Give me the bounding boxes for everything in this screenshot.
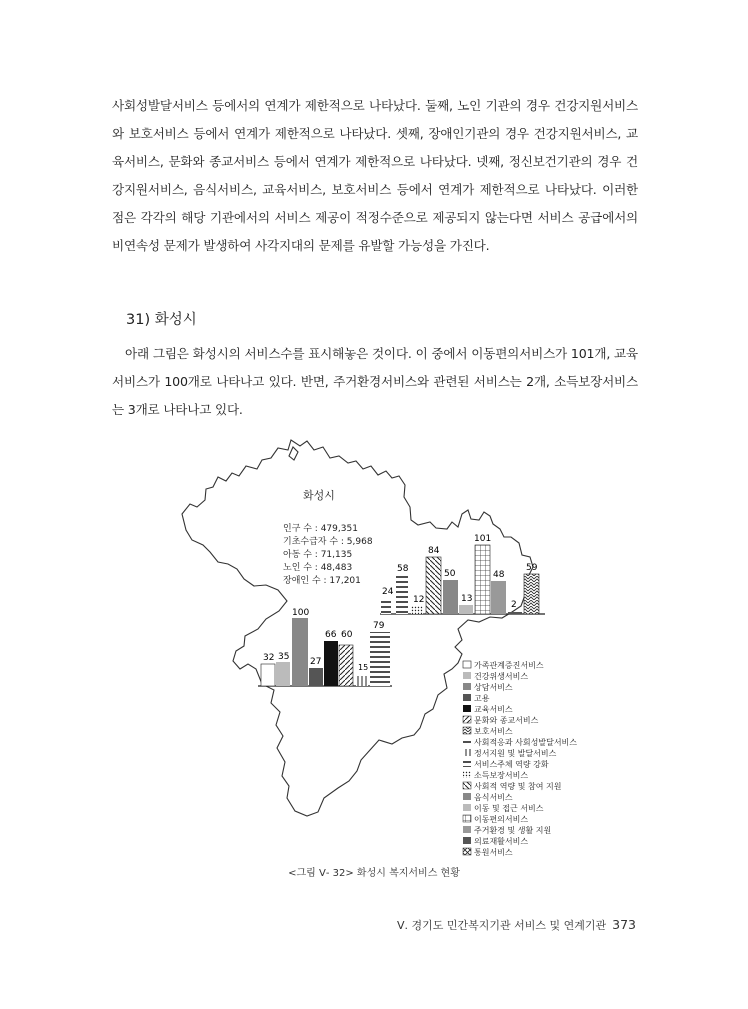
bar-lower-label-0: 32 — [263, 653, 275, 663]
bar-upper-label-5: 13 — [461, 594, 473, 604]
page-footer — [397, 917, 636, 933]
legend-item-15: 주거환경 및 생활 지원 — [474, 826, 552, 835]
bar-upper-7 — [491, 581, 506, 614]
bar-lower-label-5: 60 — [341, 630, 353, 640]
legend-item-4: 교육서비스 — [474, 705, 513, 714]
bar-upper-label-0: 24 — [382, 587, 394, 597]
bar-upper-1 — [396, 575, 408, 614]
legend-item-7: 사회적응과 사회성발달서비스 — [474, 738, 578, 747]
legend-item-12: 음식서비스 — [474, 793, 513, 802]
body-paragraph-1: 사회성발달서비스 등에서의 연계가 제한적으로 나타났다. 둘째, 노인 기관의 경우 건강지원서비스와 보호서비스 등에서 연계가 제한적으로 나타났다. 셋째, 장애인기관의 경우 건강지원서비스, 교육서비스, 문화와 종교서비스 등에서 연계가 제한적으로 나타났다. 넷째, 정신보건기관의 경우 건강지원서비스, 음식서비스, 교육서비스, 보호서비스 등에서 연계가 제한적으로 나타났다. 이러한 점은 각각의 해당 기관에서의 서비스 제공이 적정수준으로 제공되지 않는다면 서비스 공급에서의 비연속성 문제가 발생하여 사각지대의 문제를 유발할 가능성을 가진다. — [112, 98, 638, 253]
bar-upper-label-6: 101 — [474, 534, 492, 544]
bar-lower-0 — [261, 664, 275, 686]
legend-item-17: 통원서비스 — [474, 848, 513, 857]
bar-upper-label-7: 48 — [493, 570, 505, 580]
bar-lower-label-4: 66 — [325, 630, 337, 640]
page-number: 373 — [612, 917, 636, 932]
stat-disabled: 장애인 수 : 17,201 — [283, 576, 361, 586]
legend-item-10: 소득보장서비스 — [474, 771, 529, 780]
bar-upper-label-1: 58 — [397, 564, 409, 574]
stat-population: 인구 수 : 479,351 — [283, 524, 358, 534]
bar-lower-label-7: 15 — [358, 663, 369, 672]
stat-children: 아동 수 : 71,135 — [283, 550, 353, 560]
bar-upper-label-3: 84 — [428, 546, 440, 556]
legend-item-1: 건강위생서비스 — [474, 672, 529, 681]
legend-item-6: 보호서비스 — [474, 727, 513, 736]
stats-box — [283, 522, 373, 586]
bar-lower-4 — [324, 641, 338, 686]
bar-lower-5 — [339, 645, 353, 686]
bar-lower-3 — [309, 668, 323, 686]
bar-upper-label-4: 50 — [444, 569, 456, 579]
bar-upper-label-9: 59 — [526, 563, 538, 573]
island-outline — [289, 447, 298, 460]
legend-item-0: 가족관계증진서비스 — [474, 661, 544, 670]
map-title: 화성시 — [303, 489, 335, 502]
bar-lower-2 — [292, 618, 308, 686]
bar-lower-1 — [276, 662, 290, 686]
legend-item-11: 사회적 역량 및 참여 지원 — [474, 782, 562, 791]
legend-item-16: 의료재활서비스 — [474, 837, 529, 846]
bar-upper-9 — [524, 574, 539, 614]
bar-upper-6 — [475, 545, 490, 614]
bar-upper-5 — [459, 605, 473, 614]
bar-upper-8 — [508, 612, 522, 614]
bar-upper-2 — [411, 606, 423, 614]
bar-lower-label-6: 79 — [373, 621, 385, 631]
bar-lower-label-3: 27 — [310, 657, 322, 667]
bar-group-lower — [258, 608, 392, 686]
stat-basic-livelihood: 기초수급자 수 : 5,968 — [283, 537, 373, 547]
bar-lower-label-1: 35 — [278, 652, 290, 662]
figure-caption: <그림 Ⅴ- 32> 화성시 복지서비스 현황 — [288, 868, 460, 879]
bar-upper-label-2: 12 — [413, 595, 425, 605]
legend-item-2: 상담서비스 — [474, 683, 513, 692]
bar-lower-7 — [356, 676, 368, 686]
legend-item-5: 문화와 종교서비스 — [474, 716, 539, 725]
legend-item-13: 이동 및 접근 서비스 — [474, 804, 544, 813]
bar-lower-6 — [370, 632, 390, 686]
bar-upper-label-8: 2 — [511, 600, 517, 610]
legend-item-9: 서비스주체 역량 강화 — [474, 760, 549, 769]
bar-upper-3 — [426, 557, 441, 614]
bar-upper-4 — [443, 580, 458, 614]
legend-item-3: 고용 — [474, 694, 490, 703]
legend — [463, 660, 577, 857]
footer-chapter-title: Ⅴ. 경기도 민간복지기관 서비스 및 연계기관 — [396, 919, 607, 932]
bar-upper-0 — [381, 598, 391, 614]
stat-elderly: 노인 수 : 48,483 — [283, 563, 353, 573]
legend-item-8: 정서지원 및 발달서비스 — [474, 749, 557, 758]
section-heading: 31) 화성시 — [126, 312, 197, 328]
legend-item-14: 이동편의서비스 — [474, 815, 529, 824]
bar-lower-label-2: 100 — [292, 608, 310, 618]
body-paragraph-2: 아래 그림은 화성시의 서비스수를 표시해놓은 것이다. 이 중에서 이동편의서비스가 101개, 교육서비스가 100개로 나타나고 있다. 반면, 주거환경서비스와 관련된 서비스는 2개, 소득보장서비스는 3개로 나타나고 있다. — [112, 346, 638, 417]
